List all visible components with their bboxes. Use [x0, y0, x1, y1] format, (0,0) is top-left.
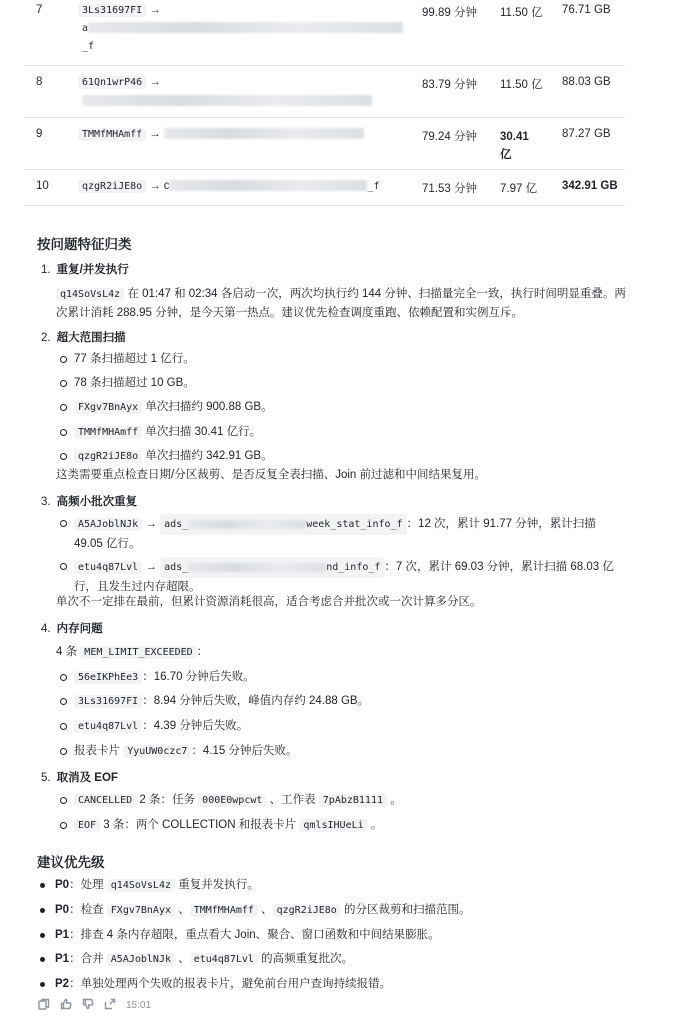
- issue-note-batch: 单次不一定排在最前，但累计资源消耗很高，适合考虑合并批次或一次计算多分区。: [56, 596, 482, 608]
- rank-cell: 8: [36, 76, 43, 88]
- results-table: [24, 0, 625, 206]
- sql-id-cell: 61Qn1wrP46 →: [78, 76, 164, 88]
- copy-icon[interactable]: [38, 998, 50, 1013]
- priority-label: P2: [55, 978, 70, 990]
- table-name: a: [82, 22, 403, 34]
- list-item: 3Ls31697FI ：8.94 分钟后失败，峰值内存约 24.88 GB。: [60, 692, 369, 711]
- section-title-classify: 按问题特征归类: [37, 237, 132, 252]
- sql-id[interactable]: FXgv7BnAyx: [107, 904, 175, 917]
- priority-label: P0: [55, 879, 70, 891]
- priority-text: 重复并发执行。: [175, 879, 259, 891]
- sql-id-cell: TMMfMHAmff →: [78, 128, 364, 140]
- sql-id[interactable]: FXgv7BnAyx: [74, 401, 142, 414]
- redacted-text: [188, 563, 326, 572]
- priority-text: 、: [257, 904, 273, 916]
- list-item: etu4q87Lvl → ads_ nd_info_f ：7 次，累计 69.03 分钟，累计扫描 68.03 亿 行，且发生过内存超限。: [60, 557, 640, 597]
- rank-cell: 7: [36, 4, 43, 16]
- priority-text: ：合并: [69, 953, 107, 965]
- priority-item: [40, 876, 259, 895]
- list-item: 78 条扫描超过 10 GB。: [60, 374, 195, 393]
- list-item: 报表卡片 YyuUW0czc7 ：4.15 分钟后失败。: [60, 742, 298, 761]
- rows-cell: 30.41 亿: [500, 131, 529, 161]
- priority-item: [40, 950, 353, 969]
- issue-heading-memory: 4. 内存问题: [41, 623, 103, 635]
- issue-note-scan: 这类需要重点检查日期/分区裁剪、是否反复全表扫描、Join 前过滤和中间结果复用。: [56, 469, 486, 481]
- sql-id[interactable]: 3Ls31697FI: [78, 4, 146, 17]
- duration-cell: 71.53 分钟: [422, 183, 477, 195]
- sql-id-cell: 3Ls31697FI →: [78, 4, 164, 16]
- rows-cell: 11.50 亿: [500, 79, 543, 91]
- redacted-text: [164, 128, 364, 139]
- priority-label: P1: [55, 929, 70, 941]
- rank-cell: 9: [36, 128, 43, 140]
- priority-item: [40, 926, 440, 945]
- task-id[interactable]: 000E0wpcwt: [198, 794, 266, 807]
- redacted-text: [188, 520, 306, 529]
- sql-id[interactable]: qzgR2iJE8o: [273, 904, 341, 917]
- status-code: CANCELLED: [74, 794, 136, 807]
- sql-id[interactable]: etu4q87Lvl: [74, 720, 142, 733]
- card-id[interactable]: YyuUW0czc7: [123, 745, 191, 758]
- sql-id[interactable]: 61Qn1wrP46: [78, 76, 146, 89]
- priority-label: P1: [55, 953, 70, 965]
- table-row: 7 3Ls31697FI → a _f 99.89 分钟 11.50 亿 76.71 GB: [24, 0, 625, 66]
- size-cell: 76.71 GB: [562, 4, 611, 16]
- rank-cell: 10: [36, 180, 49, 192]
- thumbs-down-icon[interactable]: [82, 998, 94, 1013]
- duration-cell: 99.89 分钟: [422, 7, 477, 19]
- sql-id[interactable]: TMMfMHAmff: [78, 128, 146, 141]
- share-icon[interactable]: [104, 998, 116, 1013]
- message-actions: [38, 998, 151, 1013]
- sql-id[interactable]: qzgR2iJE8o: [78, 180, 146, 193]
- list-item: CANCELLED 2 条：任务 000E0wpcwt 、工作表 7pAbzB1111 。: [60, 791, 402, 810]
- issue-desc-repeat: q14SoVsL4z 在 01:47 和 02:34 各启动一次，两次均执行约 144 分钟、扫描量完全一致，执行时间明显重叠。两 次累计消耗 288.95 分钟，是今天第一热点。建议优先检查调度重跑、依赖配置和实例互斥。: [56, 288, 626, 319]
- message-timestamp: 15:01: [126, 1000, 152, 1011]
- duration-cell: 83.79 分钟: [422, 79, 477, 91]
- issue-heading-cancel: 5. 取消及 EOF: [41, 772, 118, 784]
- sql-id[interactable]: TMMfMHAmff: [74, 426, 142, 439]
- table-row: [24, 118, 625, 170]
- priority-label: P0: [55, 904, 70, 916]
- priority-item: [40, 901, 471, 920]
- priority-text: ：处理: [69, 879, 107, 891]
- issue-heading-repeat: 1. 重复/并发执行: [41, 264, 129, 276]
- section-title-priority: 建议优先级: [37, 855, 105, 870]
- list-item: 77 条扫描超过 1 亿行。: [60, 350, 195, 369]
- issue-heading-scan: 2. 超大范围扫描: [41, 332, 126, 344]
- sql-id[interactable]: q14SoVsL4z: [56, 288, 124, 301]
- priority-text: ：单独处理两个失败的报表卡片，避免前台用户查询持续报错。: [69, 978, 392, 990]
- priority-text: ：检查: [69, 904, 107, 916]
- size-cell: 88.03 GB: [562, 76, 611, 88]
- list-item: EOF 3 条：两个 COLLECTION 和报表卡片 qmlsIHUeLi 。: [60, 816, 382, 835]
- sql-id[interactable]: 56eIKPhEe3: [74, 671, 142, 684]
- sql-id[interactable]: qzgR2iJE8o: [74, 450, 142, 463]
- error-code: MEM_LIMIT_EXCEEDED: [80, 646, 196, 659]
- priority-text: 、: [175, 953, 190, 965]
- list-item: FXgv7BnAyx 单次扫描约 900.88 GB。: [60, 398, 273, 417]
- sql-id[interactable]: A5AJoblNJk: [74, 518, 142, 531]
- sql-id[interactable]: TMMfMHAmff: [190, 904, 258, 917]
- size-cell: 342.91 GB: [562, 180, 618, 192]
- sql-id[interactable]: A5AJoblNJk: [107, 953, 175, 966]
- status-code: EOF: [74, 819, 100, 832]
- rows-cell: 7.97 亿: [500, 183, 538, 195]
- redacted-text: [82, 95, 372, 106]
- priority-item: [40, 975, 391, 994]
- size-cell: 87.27 GB: [562, 128, 611, 140]
- thumbs-up-icon[interactable]: [60, 998, 72, 1013]
- list-item: A5AJoblNJk → ads_ week_stat_info_f ：12 次，累计 91.77 分钟，累计扫描 49.05 亿行。: [60, 514, 640, 554]
- sql-id-cell: qzgR2iJE8o → c _f: [78, 180, 380, 192]
- priority-text: ：排查 4 条内存超限，重点看大 Join、聚合、窗口函数和中间结果膨胀。: [69, 929, 440, 941]
- sheet-id[interactable]: 7pAbzB1111: [319, 794, 387, 807]
- sql-id[interactable]: q14SoVsL4z: [107, 879, 175, 892]
- priority-text: 的高频重复批次。: [257, 953, 354, 965]
- sql-id[interactable]: etu4q87Lvl: [74, 561, 142, 574]
- memory-intro: 4 条 MEM_LIMIT_EXCEEDED ：: [56, 646, 209, 658]
- table-row: [24, 66, 625, 118]
- sql-id[interactable]: 3Ls31697FI: [74, 695, 142, 708]
- table-row: [24, 170, 625, 206]
- issue-heading-batch: 3. 高频小批次重复: [41, 496, 138, 508]
- card-id[interactable]: qmlsIHUeLi: [299, 819, 367, 832]
- list-item: TMMfMHAmff 单次扫描 30.41 亿行。: [60, 423, 261, 442]
- list-item: 56eIKPhEe3 ：16.70 分钟后失败。: [60, 668, 255, 687]
- redacted-text: [88, 22, 403, 33]
- sql-id[interactable]: etu4q87Lvl: [190, 953, 258, 966]
- priority-text: 、: [175, 904, 190, 916]
- list-item: qzgR2iJE8o 单次扫描约 342.91 GB。: [60, 447, 273, 466]
- duration-cell: 79.24 分钟: [422, 131, 477, 143]
- priority-text: 的分区裁剪和扫描范围。: [340, 904, 471, 916]
- redacted-text: [169, 180, 367, 191]
- list-item: etu4q87Lvl ：4.39 分钟后失败。: [60, 717, 248, 736]
- table-name: [82, 95, 372, 107]
- rows-cell: 11.50 亿: [500, 7, 543, 19]
